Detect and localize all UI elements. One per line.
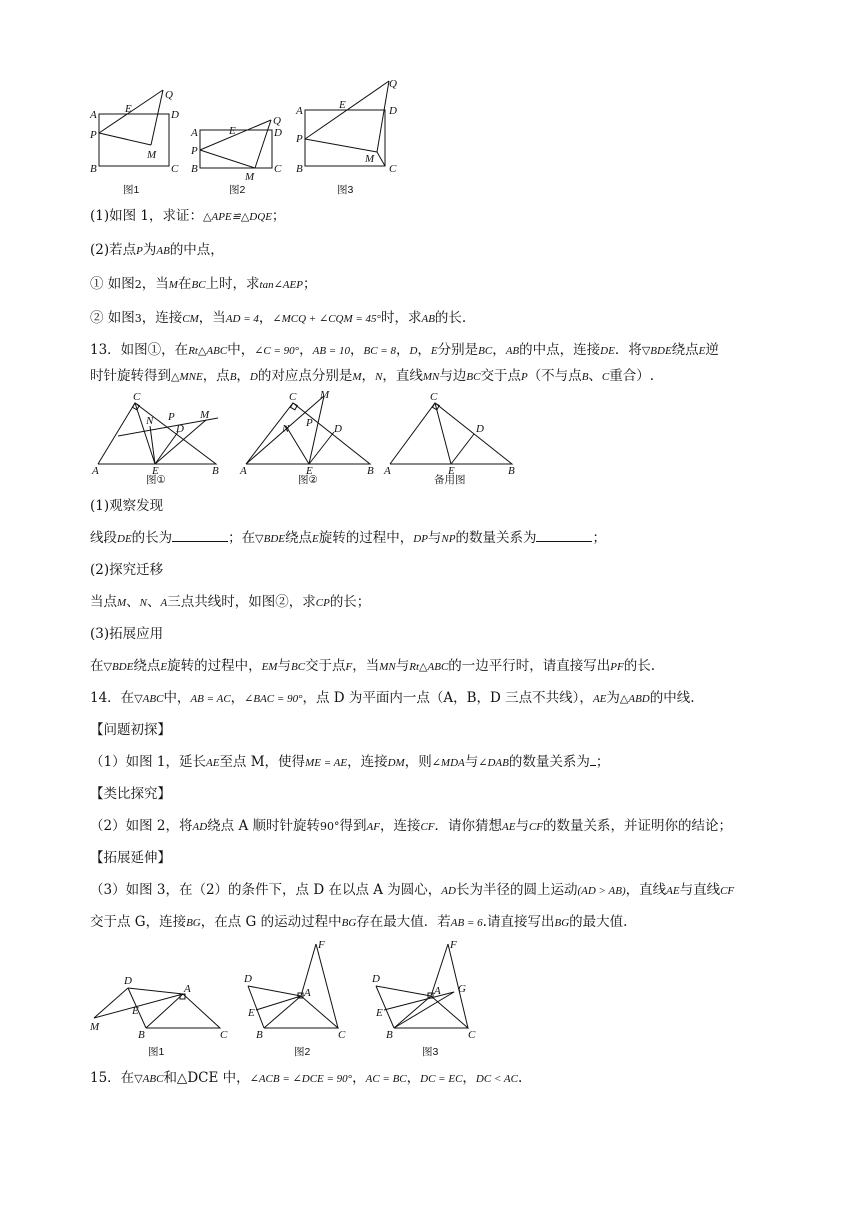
svg-text:A: A <box>90 109 97 121</box>
text: ， <box>258 310 273 326</box>
svg-text:B: B <box>138 1029 145 1041</box>
text: 的长为 <box>131 530 173 546</box>
text: 、 <box>588 368 602 384</box>
text: （2）如图 2，将 <box>90 818 193 834</box>
text: . <box>517 1070 523 1086</box>
math: M <box>117 597 127 609</box>
q13-sub2 <box>90 592 800 613</box>
text: 与 <box>464 754 479 770</box>
text: 的数量关系为 <box>455 530 537 546</box>
math: F <box>345 661 353 673</box>
math: BC <box>191 279 206 291</box>
text: ， <box>395 342 410 358</box>
text: 与 <box>515 818 529 834</box>
svg-text:C: C <box>430 391 438 403</box>
math: AE <box>205 757 220 769</box>
math: CF <box>420 821 435 833</box>
text: ，直线 <box>625 882 667 898</box>
text: ② 如图 <box>90 310 135 326</box>
text: ， <box>417 342 431 358</box>
svg-text:M: M <box>90 1021 100 1033</box>
math: ME = AE <box>305 757 348 769</box>
text: ， <box>349 342 364 358</box>
math: AB <box>421 313 435 325</box>
math: ▽ABC <box>134 1073 164 1085</box>
svg-text:N: N <box>282 423 290 435</box>
text: 重合）. <box>609 368 655 384</box>
text: ； <box>592 530 606 546</box>
math: ▽ABC <box>134 693 164 705</box>
svg-text:M: M <box>365 153 375 165</box>
text: 的长. <box>434 310 467 326</box>
text: 交于点 <box>480 368 521 384</box>
svg-text:P: P <box>191 145 198 157</box>
text: ，当 <box>141 276 169 292</box>
svg-text:D: D <box>124 975 132 987</box>
text: ，直线 <box>382 368 423 384</box>
q12-figures <box>85 72 425 196</box>
caption-fig2: 图2 <box>229 184 246 196</box>
svg-text:P: P <box>168 411 175 423</box>
text: 的对应点分别是 <box>257 368 353 384</box>
math: E <box>430 345 438 357</box>
math: Rt△ABC <box>409 661 449 673</box>
q14-part3-line1 <box>90 880 800 901</box>
text: 至点 M，使得 <box>219 754 306 770</box>
caption-q14-fig3: 图3 <box>422 1046 439 1058</box>
svg-text:D: D <box>334 423 342 435</box>
text: (2)探究迁移 <box>90 562 164 578</box>
text: 与 <box>277 658 291 674</box>
text: 的中点， <box>169 242 224 258</box>
text: 13．如图①，在 <box>90 342 189 358</box>
text: （3）如图 3，在（2）的条件下，点 D 在以点 A 为圆心， <box>90 882 442 898</box>
math: DP <box>413 533 428 545</box>
math: M <box>168 279 178 291</box>
svg-text:D: D <box>389 105 397 117</box>
text: ，当 <box>198 310 226 326</box>
math: BC = 8 <box>363 345 396 357</box>
svg-text:E: E <box>152 465 159 477</box>
text: ， <box>406 1070 421 1086</box>
svg-text:A: A <box>296 105 303 117</box>
text: 三点共线时，如图②，求 <box>167 594 316 610</box>
math: BG <box>554 917 570 929</box>
math: B <box>229 371 237 383</box>
caption-fig1: 图1 <box>123 184 140 196</box>
text: 绕点 <box>285 530 313 546</box>
svg-text:D: D <box>244 973 252 985</box>
text: 存在最大值．若 <box>356 914 451 930</box>
text: (2)若点 <box>90 242 137 258</box>
math: AE <box>592 693 607 705</box>
text: 时针旋转得到 <box>90 368 171 384</box>
text: 的数量关系为 <box>508 754 590 770</box>
math: DC = EC <box>420 1073 463 1085</box>
q13-line1 <box>90 340 800 361</box>
math: 3 <box>134 312 142 325</box>
svg-text:C: C <box>289 391 297 403</box>
svg-text:C: C <box>274 163 282 175</box>
text: 交于点 G，连接 <box>90 914 187 930</box>
svg-text:D: D <box>171 109 179 121</box>
answer-blank <box>536 529 592 542</box>
text: ，连接 <box>141 310 183 326</box>
svg-text:A: A <box>434 985 441 997</box>
q13-line2 <box>90 366 800 387</box>
math: P <box>136 245 143 257</box>
text: 的一边平行时，请直接写出 <box>448 658 611 674</box>
q13-figure-svg <box>88 388 528 484</box>
math: CF <box>528 821 544 833</box>
math: CF <box>720 885 735 897</box>
q13-sub1 <box>90 528 800 549</box>
text: 【类比探究】 <box>90 786 171 802</box>
text: 分别是 <box>437 342 479 358</box>
q15-line1 <box>90 1068 800 1089</box>
math: ▽BDE <box>103 661 134 673</box>
text: ① 如图 <box>90 276 135 292</box>
svg-text:N: N <box>146 415 154 427</box>
svg-text:Q: Q <box>165 89 173 101</box>
math: AD <box>441 885 456 897</box>
q13-figures <box>88 388 528 484</box>
svg-text:C: C <box>389 163 397 175</box>
q14-heading-3 <box>90 848 800 868</box>
math: ∠BAC = 90° <box>244 693 303 705</box>
text: ，点 <box>202 368 230 384</box>
text: 和△DCE 中， <box>163 1070 250 1086</box>
math: ∠MCQ + ∠CQM = 45° <box>272 313 381 325</box>
math: N <box>139 597 148 609</box>
text: (1)观察发现 <box>90 498 164 514</box>
text: 与直线 <box>679 882 721 898</box>
math: DM <box>387 757 405 769</box>
math: △MNE <box>171 371 203 383</box>
q12-part2-2 <box>90 308 800 329</box>
math: ∠C = 90° <box>254 345 300 357</box>
text: 【问题初探】 <box>90 722 171 738</box>
q14-figure-svg <box>88 940 488 1044</box>
math: B <box>581 371 589 383</box>
text: 的长. <box>623 658 656 674</box>
text: ， <box>299 342 313 358</box>
text: 绕点 A 顺时针旋转 <box>207 818 320 834</box>
svg-text:M: M <box>200 409 210 421</box>
svg-text:P: P <box>90 129 97 141</box>
svg-text:C: C <box>468 1029 476 1041</box>
svg-text:F: F <box>450 940 457 951</box>
math: BC <box>478 345 493 357</box>
math: CM <box>182 313 199 325</box>
q12-figure-svg <box>85 72 425 182</box>
q14-heading-2 <box>90 784 800 804</box>
caption-fig-spare: 备用图 <box>434 474 466 486</box>
svg-text:A: A <box>240 465 247 477</box>
text: （1）如图 1，延长 <box>90 754 206 770</box>
math: △APE≌△DQE <box>203 211 272 223</box>
math: D <box>249 371 258 383</box>
math: ▽BDE <box>255 533 286 545</box>
svg-text:B: B <box>256 1029 263 1041</box>
math: EM <box>261 661 278 673</box>
svg-text:B: B <box>386 1029 393 1041</box>
svg-text:D: D <box>176 423 184 435</box>
caption-fig-1: 图① <box>146 474 166 486</box>
svg-text:C: C <box>220 1029 228 1041</box>
text: (1)如图 1，求证： <box>90 208 204 224</box>
math: ∠ACB = ∠DCE = 90° <box>249 1073 353 1085</box>
text: 与 <box>395 658 410 674</box>
text: 的最大值. <box>569 914 628 930</box>
text: 的长； <box>329 594 371 610</box>
text: 中， <box>163 690 191 706</box>
text: 与 <box>427 530 442 546</box>
svg-text:E: E <box>132 1005 139 1017</box>
svg-text:E: E <box>339 99 346 111</box>
svg-text:M: M <box>245 171 255 182</box>
math: AD <box>192 821 208 833</box>
text: ，点 D 为平面内一点（A，B，D 三点不共线）， <box>302 690 593 706</box>
text: (3)拓展应用 <box>90 626 164 642</box>
text: 线段 <box>90 530 117 546</box>
svg-text:B: B <box>296 163 303 175</box>
q14-line1 <box>90 688 800 709</box>
svg-text:D: D <box>476 423 484 435</box>
q14-part3-line2 <box>90 912 800 933</box>
svg-text:G: G <box>458 983 466 995</box>
svg-text:M: M <box>320 389 330 401</box>
text: ， <box>352 1070 366 1086</box>
svg-text:Q: Q <box>273 115 281 127</box>
svg-text:D: D <box>274 127 282 139</box>
svg-text:P: P <box>296 133 303 145</box>
text: ， <box>236 368 250 384</box>
text: 旋转的过程中， <box>167 658 262 674</box>
svg-text:D: D <box>372 973 380 985</box>
text: 在 <box>90 658 104 674</box>
text: 的数量关系，并证明你的结论； <box>543 818 733 834</box>
svg-text:C: C <box>133 391 141 403</box>
text: 交于点 <box>305 658 346 674</box>
text: ， <box>361 368 376 384</box>
svg-text:F: F <box>318 940 325 951</box>
text: ； <box>595 754 610 770</box>
svg-text:B: B <box>191 163 198 175</box>
q14-part2 <box>90 816 800 837</box>
text: .请直接写出 <box>482 914 555 930</box>
text: 、 <box>147 594 161 610</box>
math: AE <box>502 821 516 833</box>
svg-text:E: E <box>248 1007 255 1019</box>
math: AC = BC <box>365 1073 407 1085</box>
text: 绕点 <box>671 342 699 358</box>
math: AF <box>366 821 380 833</box>
q13-sub1-heading <box>90 496 800 516</box>
math: DE <box>600 345 615 357</box>
text: 上时，求 <box>205 276 260 292</box>
svg-text:A: A <box>92 465 99 477</box>
math: tan∠AEP <box>259 279 303 291</box>
math: ∠MDA <box>431 757 465 769</box>
text: 为 <box>606 690 620 706</box>
math: 2 <box>134 278 142 291</box>
q13-sub3-heading <box>90 624 800 644</box>
math: A <box>160 597 168 609</box>
math: E <box>312 533 319 545</box>
caption-q14-fig1: 图1 <box>148 1046 165 1058</box>
svg-text:E: E <box>376 1007 383 1019</box>
text: ； <box>271 208 286 224</box>
svg-text:B: B <box>212 465 219 477</box>
text: ．将 <box>614 342 642 358</box>
math: AB <box>505 345 520 357</box>
math: BC <box>290 661 306 673</box>
q14-part1 <box>90 752 800 773</box>
text: 逆 <box>705 342 719 358</box>
text: 为 <box>142 242 157 258</box>
svg-text:P: P <box>306 417 313 429</box>
text: ， <box>492 342 506 358</box>
text: ，当 <box>352 658 380 674</box>
text: 、 <box>126 594 140 610</box>
q12-part1 <box>90 206 800 227</box>
text: 15．在 <box>90 1070 135 1086</box>
math: AB = AC <box>190 693 231 705</box>
caption-fig-2: 图② <box>298 474 318 486</box>
math: AB = 6 <box>450 917 483 929</box>
text: 在 <box>177 276 192 292</box>
text: ， <box>462 1070 476 1086</box>
text: ， <box>230 690 245 706</box>
text: 14．在 <box>90 690 135 706</box>
math: ▽BDE <box>641 345 672 357</box>
text: 时，求 <box>380 310 422 326</box>
math: N <box>375 371 383 383</box>
answer-blank <box>172 529 228 542</box>
text: ；在 <box>228 530 256 546</box>
math: AB = 10 <box>312 345 350 357</box>
text: ，连接 <box>379 818 421 834</box>
text: 的中线. <box>649 690 695 706</box>
math: PF <box>610 661 624 673</box>
svg-text:E: E <box>306 465 313 477</box>
svg-text:E: E <box>448 465 455 477</box>
svg-text:A: A <box>191 127 198 139</box>
text: 的中点，连接 <box>519 342 601 358</box>
svg-text:B: B <box>367 465 374 477</box>
q14-figures <box>88 940 488 1058</box>
caption-q14-fig2: 图2 <box>294 1046 311 1058</box>
math: M <box>352 371 362 383</box>
math: AB <box>156 245 170 257</box>
math: E <box>698 345 706 357</box>
q13-sub2-heading <box>90 560 800 580</box>
text: 长为半径的圆上运动 <box>455 882 578 898</box>
math: CP <box>315 597 330 609</box>
svg-text:C: C <box>338 1029 346 1041</box>
svg-text:Q: Q <box>389 78 397 90</box>
math: BG <box>341 917 357 929</box>
text: 得到 <box>339 818 367 834</box>
math: MN <box>379 661 396 673</box>
svg-text:E: E <box>229 125 236 137</box>
q12-part2-1 <box>90 274 800 295</box>
math: BC <box>466 371 481 383</box>
math: D <box>409 345 418 357</box>
text: 当点 <box>90 594 117 610</box>
q12-part2 <box>90 240 800 261</box>
math: E <box>160 661 168 673</box>
math: AE <box>666 885 680 897</box>
math: DC < AC <box>475 1073 518 1085</box>
svg-text:B: B <box>508 465 515 477</box>
math: △ABD <box>619 693 650 705</box>
svg-text:C: C <box>171 163 179 175</box>
math: DE <box>117 533 132 545</box>
math: 90° <box>320 820 340 833</box>
text: 绕点 <box>133 658 161 674</box>
svg-text:E: E <box>125 103 132 115</box>
text: （不与点 <box>527 368 582 384</box>
math: (AD > AB) <box>577 885 626 897</box>
math: NP <box>441 533 456 545</box>
text: 中， <box>227 342 255 358</box>
math: ∠DAB <box>478 757 509 769</box>
math: MN <box>422 371 440 383</box>
text: ； <box>302 276 317 292</box>
text: ，连接 <box>347 754 388 770</box>
math: P <box>520 371 528 383</box>
caption-fig3: 图3 <box>337 184 354 196</box>
svg-text:B: B <box>90 163 97 175</box>
math: AD = 4 <box>225 313 259 325</box>
svg-text:A: A <box>184 983 191 995</box>
math: Rt△ABC <box>188 345 228 357</box>
svg-text:A: A <box>384 465 391 477</box>
text: ，则 <box>404 754 432 770</box>
q14-heading-1 <box>90 720 800 740</box>
text: 【拓展延伸】 <box>90 850 171 866</box>
math: C <box>601 371 610 383</box>
q13-sub3 <box>90 656 800 677</box>
text: ，在点 G 的运动过程中 <box>200 914 342 930</box>
svg-text:A: A <box>304 987 311 999</box>
text: ．请你猜想 <box>434 818 503 834</box>
text: 旋转的过程中， <box>318 530 414 546</box>
math: BG <box>186 917 201 929</box>
text: 与边 <box>439 368 467 384</box>
svg-text:M: M <box>147 149 157 161</box>
